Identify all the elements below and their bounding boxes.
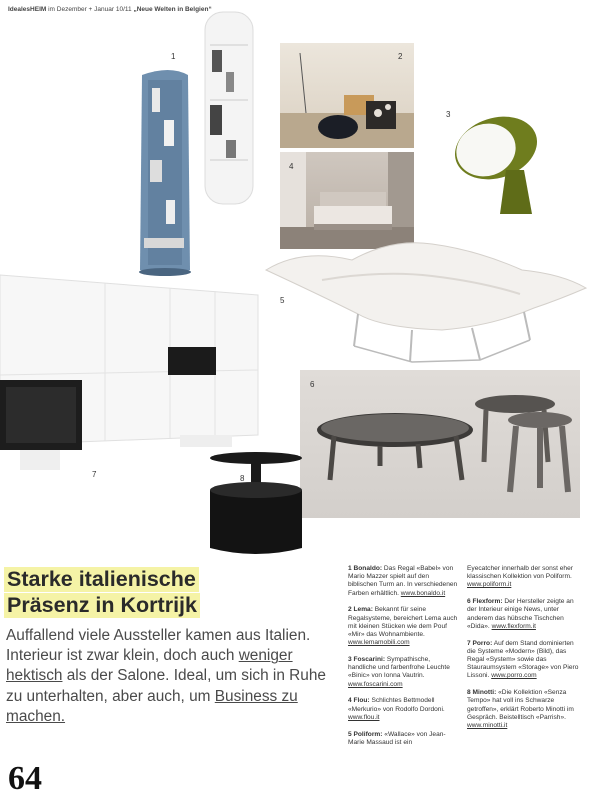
image-number-2: 2 bbox=[398, 52, 403, 61]
caption-number: 8 bbox=[467, 689, 473, 697]
caption-url[interactable]: www.flou.it bbox=[348, 713, 380, 721]
feature-title: „Neue Welten in Belgien“ bbox=[133, 6, 212, 13]
caption-text: Auf dem Stand dominierten die Systeme «Modern» (Bild), das Regal «System» sowie das Stauraumsystem «Storage» von Piero Lissoni. bbox=[467, 639, 579, 680]
page-number: 64 bbox=[8, 760, 42, 797]
caption-number: 2 bbox=[348, 606, 354, 614]
caption-minotti bbox=[467, 689, 579, 730]
lead-text-1: Auffallend viele Aussteller kamen aus Italien. Interieur ist zwar klein, doch auch bbox=[6, 627, 311, 665]
lead-paragraph bbox=[6, 626, 336, 727]
caption-porro bbox=[467, 640, 579, 681]
image-number-4: 4 bbox=[289, 162, 294, 171]
caption-poliform-continued bbox=[467, 565, 579, 590]
caption-brand: Lema: bbox=[353, 606, 373, 614]
caption-url[interactable]: www.poliform.it bbox=[467, 581, 512, 589]
image-number-7: 7 bbox=[92, 470, 97, 479]
image-number-3: 3 bbox=[446, 110, 451, 119]
photo-lema-pouf bbox=[280, 43, 414, 148]
caption-brand: Porro: bbox=[472, 639, 493, 647]
lead-underline-1: weniger hektisch bbox=[6, 647, 293, 685]
image-number-1: 1 bbox=[171, 52, 176, 61]
image-number-5: 5 bbox=[280, 296, 285, 305]
caption-foscarini bbox=[348, 656, 460, 689]
caption-url[interactable]: www.lemamobili.com bbox=[348, 639, 410, 647]
caption-number: 1 bbox=[348, 565, 354, 572]
caption-flexform bbox=[467, 598, 579, 631]
caption-text: Bekannt für seine Regalsysteme, bereichert Lema auch mit kleinen Stücken wie dem Pouf «Mir» das Wohnambiente. bbox=[348, 606, 458, 639]
caption-flou bbox=[348, 697, 460, 722]
caption-lema bbox=[348, 606, 460, 647]
image-number-8: 8 bbox=[240, 474, 245, 483]
caption-text: Das Regal «Babel» von Mario Mazzer spielt auf den biblischen Turm an. In verschiedenen Farben erhältlich. bbox=[348, 565, 458, 597]
headline-line-2: Präsenz in Kortrijk bbox=[4, 593, 200, 618]
caption-brand: Foscarini: bbox=[353, 656, 386, 664]
caption-brand: Flexform: bbox=[472, 598, 503, 606]
photo-minotti-table bbox=[205, 448, 305, 560]
caption-poliform bbox=[348, 731, 460, 747]
caption-bonaldo bbox=[348, 565, 460, 598]
captions-column-1 bbox=[348, 565, 460, 756]
captions-column-2 bbox=[467, 565, 579, 739]
caption-number: 3 bbox=[348, 656, 354, 664]
caption-number: 4 bbox=[348, 697, 354, 705]
caption-brand: Minotti: bbox=[472, 689, 497, 697]
caption-url[interactable]: www.bonaldo.it bbox=[400, 589, 446, 597]
photo-bonaldo-shelf bbox=[130, 10, 275, 278]
photo-porro-sideboard bbox=[0, 265, 262, 478]
caption-text: Der Hersteller zeigte an der Interieur einige News, unter anderem das hübsche Tischchen «Dida». bbox=[467, 598, 574, 630]
issue-info: im Dezember + Januar 10/11 bbox=[46, 6, 134, 13]
caption-number: 6 bbox=[467, 598, 473, 606]
caption-url[interactable]: www.minotti.it bbox=[467, 722, 508, 730]
caption-text: Sympathische, handliche und farbenfrohe Leuchte «Binic» von Ionna Vautrin. bbox=[348, 656, 450, 680]
caption-text: «Die Kollektion «Senza Tempo» hat voll ins Schwarze getroffen», erklärt Roberto Minotti im Gespräch. Beistelltisch «Parrish». bbox=[467, 689, 574, 721]
headline-line-1: Starke italienische bbox=[4, 567, 199, 592]
caption-number: 7 bbox=[467, 639, 473, 647]
caption-number: 5 bbox=[348, 730, 354, 738]
caption-brand: Flou: bbox=[353, 697, 370, 705]
caption-url[interactable]: www.porro.com bbox=[491, 672, 537, 680]
image-number-6: 6 bbox=[310, 380, 315, 389]
lead-text-2: als der Salone. Ideal, um sich in Ruhe zu unterhalten, aber auch, um bbox=[6, 667, 326, 705]
caption-text: «Wallace» von Jean-Marie Massaud ist ein bbox=[348, 730, 446, 746]
caption-brand: Poliform: bbox=[353, 730, 383, 738]
caption-text: Schlichtes Bettmodell «Merkurio» von Rodolfo Dordoni. bbox=[348, 697, 445, 713]
photo-foscarini-lamp bbox=[446, 100, 566, 216]
lead-underline-2: Business zu machen. bbox=[6, 687, 298, 725]
caption-brand: Bonaldo: bbox=[353, 565, 383, 572]
photo-poliform-chair bbox=[262, 230, 590, 370]
caption-url[interactable]: www.flexform.it bbox=[491, 622, 536, 630]
magazine-name: IdealesHEIM bbox=[8, 6, 47, 13]
caption-text: Eyecatcher innerhalb der sonst eher klassischen Kollektion von Poliform. bbox=[467, 565, 573, 581]
photo-flexform-tables bbox=[300, 370, 580, 518]
caption-url[interactable]: www.foscarini.com bbox=[348, 680, 403, 688]
